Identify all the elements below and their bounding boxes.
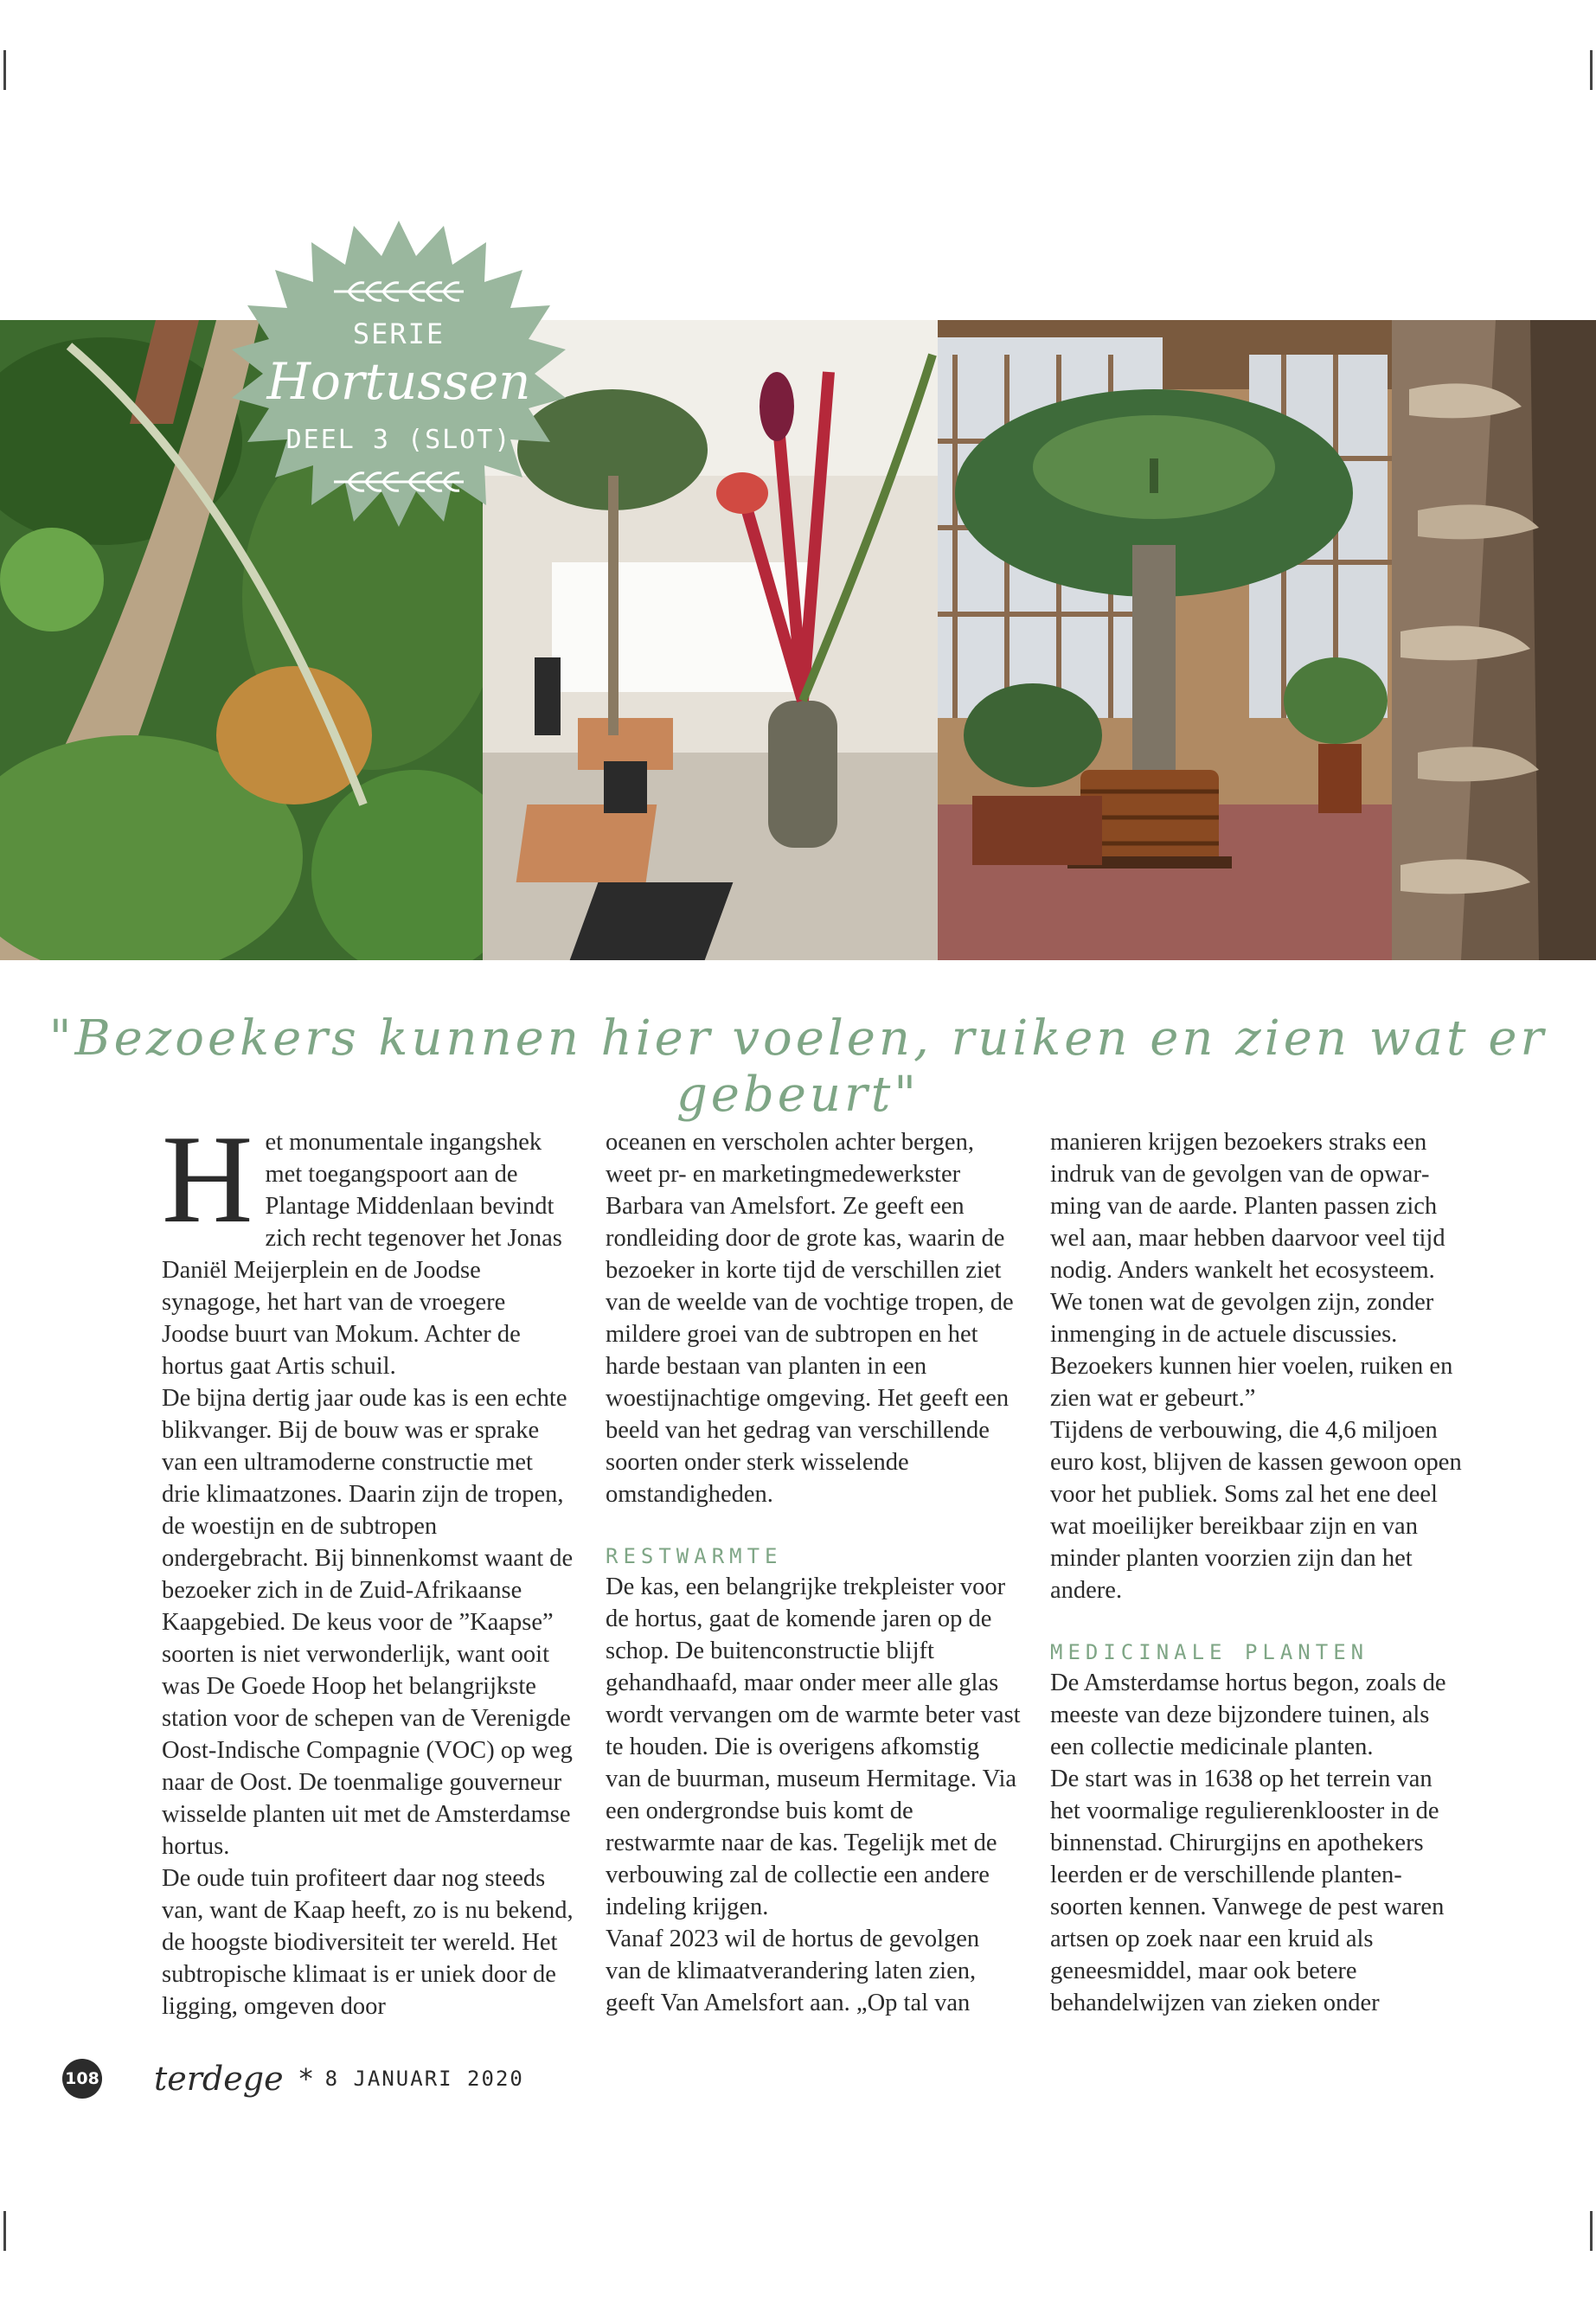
crop-mark	[3, 2211, 6, 2251]
paragraph: De oude tuin profiteert daar nog steeds van, want de Kaap heeft, zo is nu bekend, de hoogste biodiversiteit ter wereld. Het subtropische klimaat is er uniek door de ligging, omgeven door	[162, 1865, 574, 2020]
paragraph: et monumentale ingangshek met toegangspoort aan de Plantage Middenlaan bevindt zich recht tegenover het Jonas Daniël Meijerplein en de Joodse synagoge, het hart van de vroegere Joodse buurt van Mokum. Achter de hortus gaat Artis schuil.	[162, 1129, 562, 1380]
page-footer	[62, 2059, 524, 2099]
photo-tree-bark	[1392, 320, 1596, 960]
badge-title: Hortussen	[266, 352, 531, 411]
page-number: 108	[62, 2059, 102, 2099]
paragraph: oceanen en verscholen achter bergen, weet pr- en marketingmedewerkster Barbara van Amelsfort. Ze geeft een rondleiding door de grote kas, waarin de bezoeker in korte tijd de verschillen ziet van de weelde van de vochtige tropen, de mildere groei van de subtropen en het harde bestaan van planten in een woestijnachtige omgeving. Het geeft een beeld van het gedrag van verschillende soorten onder sterk wisselende omstandigheden.	[606, 1129, 1014, 1508]
issue-date: 8 JANUARI 2020	[324, 2067, 524, 2091]
drop-cap: H	[162, 1109, 253, 1249]
paragraph: Vanaf 2023 wil de hortus de gevolgen van de klimaatverandering laten zien, geeft Van Amelsfort aan. „Op tal van	[606, 1926, 980, 2016]
crop-mark	[3, 50, 6, 90]
crop-mark	[1590, 50, 1593, 90]
asterisk-separator: *	[298, 2062, 313, 2095]
paragraph: De Amsterdamse hortus begon, zoals de meeste van deze bijzondere tuinen, als een collectie medicinale planten.	[1050, 1670, 1446, 1760]
paragraph: De start was in 1638 op het terrein van het voormalige regulierenklooster in de binnenstad. Chirurgijns en apothekers leerden er de verschillende plantensoorten kennen. Vanwege de pest waren artsen op zoek naar een kruid als geneesmiddel, maar ook betere behandelwijzen van zieken onder	[1050, 1766, 1445, 2016]
badge-series-label: SERIE	[352, 317, 445, 350]
series-badge	[232, 221, 566, 554]
paragraph: De bijna dertig jaar oude kas is een echte blikvanger. Bij de bouw was er sprake van een ultramoderne constructie met drie klimaatzones. Daarin zijn de tropen, de woestijn en de subtropen ondergebracht. Bij binnenkomst waant de bezoeker zich in de Zuid-Afrikaanse Kaapgebied. De keus voor de ”Kaapse” soorten is niet verwonderlijk, want ooit was De Goede Hoop het belangrijkste station voor de schepen van de Verenigde Oost-Indische Compagnie (VOC) op weg naar de Oost. De toenmalige gouverneur wisselde planten uit met de Amsterdamse hortus.	[162, 1385, 574, 1860]
article-column-3	[1050, 1126, 1465, 2019]
badge-part: DEEL 3 (SLOT)	[285, 425, 512, 455]
article-column-1	[162, 1109, 577, 2022]
paragraph: manieren krijgen bezoekers straks een indruk van de gevolgen van de opwarming van de aarde. Planten passen zich wel aan, maar hebben daarvoor veel tijd nodig. Anders wankelt het ecosysteem. We tonen wat de gevolgen zijn, zonder inmenging in de actuele discussies. Bezoekers kunnen hier voelen, ruiken en zien wat er gebeurt.”	[1050, 1129, 1453, 1412]
section-heading-restwarmte: RESTWARMTE	[606, 1544, 783, 1568]
magazine-brand: terdege	[154, 2060, 284, 2098]
article-column-2	[606, 1126, 1021, 2019]
crop-mark	[1590, 2211, 1593, 2251]
paragraph: De kas, een belangrijke trekpleister voor de hortus, gaat de komende jaren op de schop. De buitenconstructie blijft gehandhaafd, maar onder meer alle glas wordt vervangen om de warmte beter vast te houden. Die is overigens afkomstig van de buurman, museum Hermitage. Via een ondergrondse buis komt de restwarmte naar de kas. Tegelijk met de verbouwing zal de collectie een andere indeling krijgen.	[606, 1574, 1021, 1920]
photo-cycad-palm	[938, 320, 1392, 960]
pull-quote: "Bezoekers kunnen hier voelen, ruiken en zien wat er gebeurt"	[48, 1010, 1548, 1123]
paragraph: Tijdens de verbouwing, die 4,6 miljoen euro kost, blijven de kassen gewoon open voor het publiek. Soms zal het ene deel wat moeilijker bereikbaar zijn en van minder planten voorzien zijn dan het andere.	[1050, 1417, 1462, 1604]
section-heading-medicinale-planten: MEDICINALE PLANTEN	[1050, 1640, 1369, 1664]
